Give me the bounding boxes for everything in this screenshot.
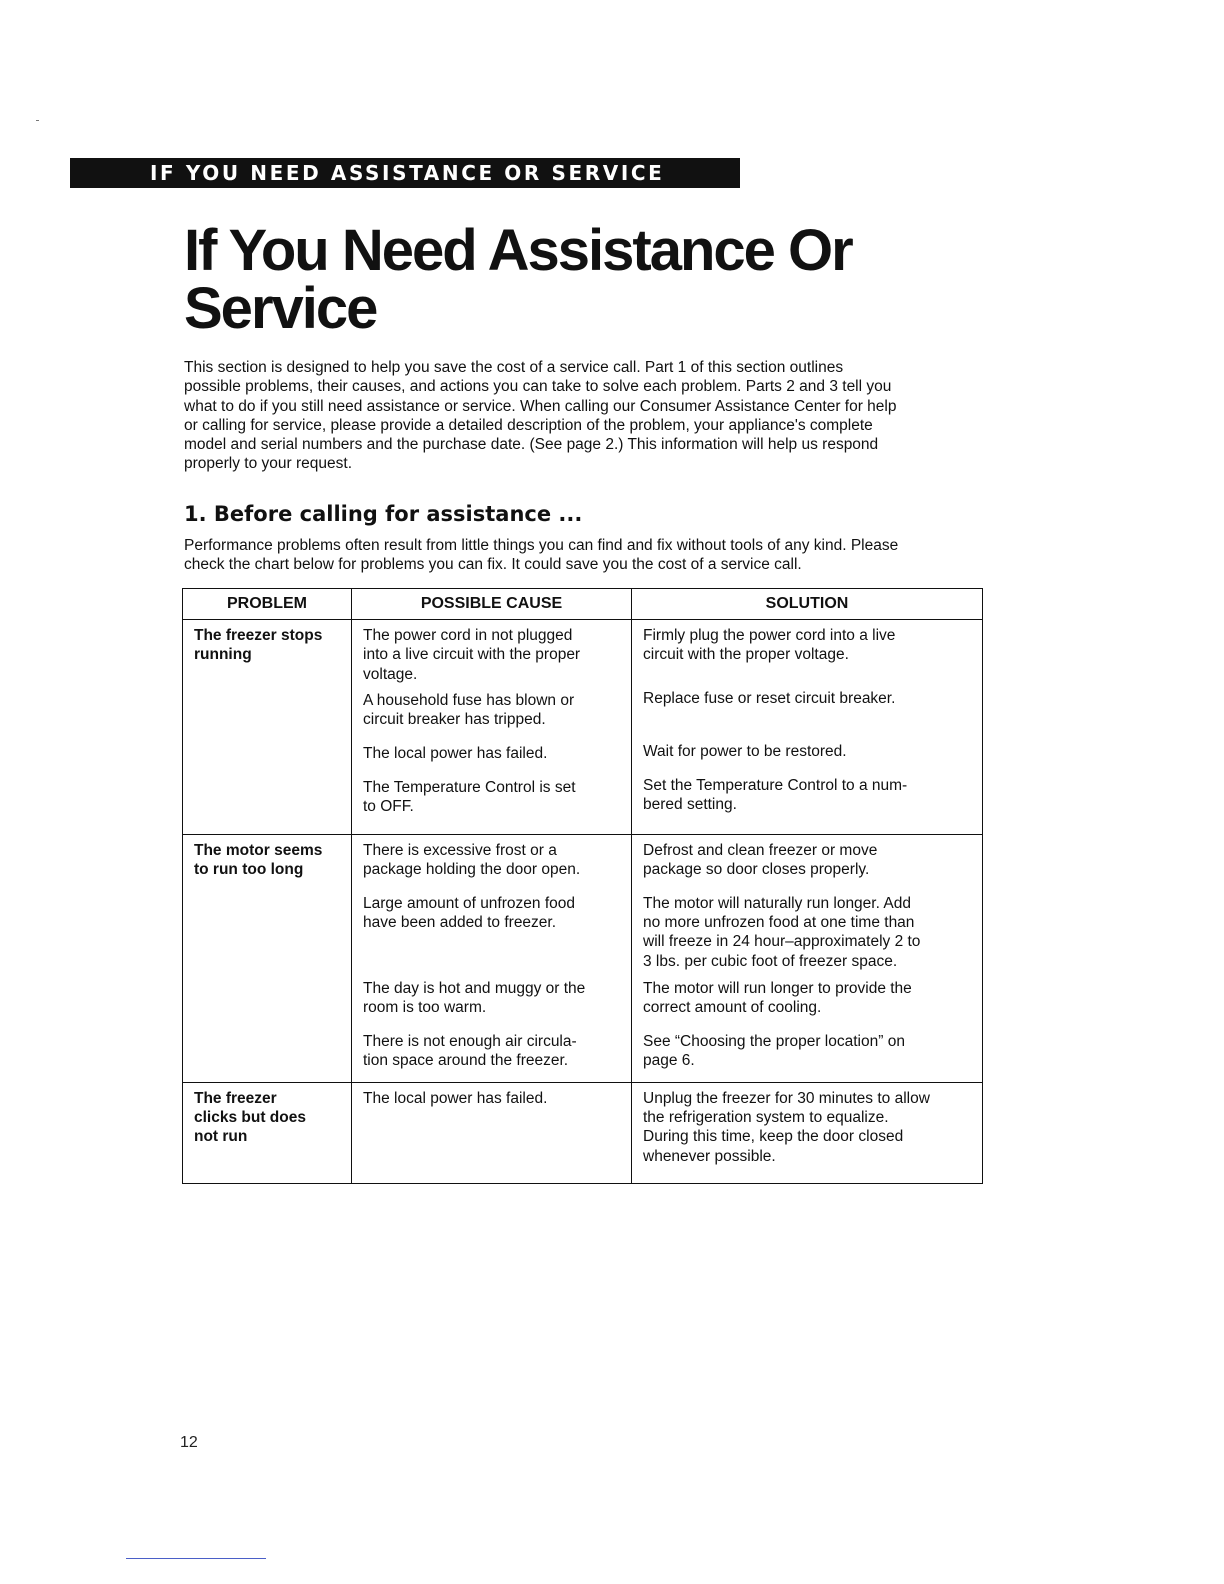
table-row (183, 1082, 983, 1183)
solution-line: Set the Temperature Control to a num- (643, 777, 908, 794)
page-title-line-2: Service (184, 276, 377, 341)
cause-item (363, 691, 621, 737)
cause-line: have been added to freezer. (363, 914, 557, 932)
solution-line: The motor will naturally run longer. Add (643, 894, 911, 912)
cause-line: The local power has failed. (363, 1089, 548, 1107)
cause-line: There is not enough air circula- (363, 1032, 577, 1050)
intro-line: or calling for service, please provide a detailed description of the problem, your appliance's complete (184, 416, 873, 434)
solution-item (643, 742, 972, 769)
intro-paragraph (184, 358, 989, 474)
cause-line: package holding the door open. (363, 861, 581, 879)
page-title-line-1: If You Need Assistance Or (184, 218, 852, 283)
cause-line: to OFF. (363, 798, 414, 816)
problem-cell (183, 620, 352, 835)
intro-line: what to do if you still need assistance or service. When calling our Consumer Assistance Center for help (184, 397, 897, 415)
troubleshooting-table (182, 588, 983, 1184)
solution-line: the refrigeration system to equalize. (643, 1109, 889, 1127)
cause-item (363, 841, 621, 887)
solution-cell (632, 834, 983, 1082)
cause-cell (352, 1082, 632, 1183)
solution-line: The motor will run longer to provide the (643, 979, 912, 997)
cause-line: The local power has failed. (363, 744, 548, 762)
intro-line: possible problems, their causes, and actions you can take to solve each problem. Parts 2 and 3 tell you (184, 378, 892, 396)
solution-line: will freeze in 24 hour–approximately 2 to (643, 933, 921, 951)
solution-item (643, 1089, 972, 1173)
solution-line: Unplug the freezer for 30 minutes to allow (643, 1089, 930, 1107)
intro-line: model and serial numbers and the purchase date. (See page 2.) This information will help us respond (184, 436, 879, 454)
solution-line: Firmly plug the power cord into a live (643, 627, 896, 644)
table-row (183, 620, 983, 835)
cause-item (363, 744, 621, 771)
column-header-solution: SOLUTION (632, 589, 983, 620)
solution-item (643, 979, 972, 1025)
solution-line: Replace fuse or reset circuit breaker. (643, 690, 896, 707)
solution-line: Defrost and clean freezer or move (643, 841, 878, 859)
solution-line: See “Choosing the proper location” on (643, 1032, 905, 1050)
column-header-cause: POSSIBLE CAUSE (352, 589, 632, 620)
solution-line: whenever possible. (643, 1147, 776, 1165)
cause-item (363, 894, 621, 972)
solution-line: 3 lbs. per cubic foot of freezer space. (643, 952, 898, 970)
solution-item (643, 841, 972, 887)
cause-line: tion space around the freezer. (363, 1052, 569, 1070)
column-header-problem: PROBLEM (183, 589, 352, 620)
section-intro (184, 536, 994, 575)
cause-item (363, 979, 621, 1025)
cause-cell (352, 834, 632, 1082)
solution-line: circuit with the proper voltage. (643, 646, 849, 664)
cause-line: Large amount of unfrozen food (363, 894, 575, 912)
cause-line: voltage. (363, 665, 418, 683)
problem-line: The freezer stops (194, 627, 323, 644)
cause-item (363, 1089, 621, 1173)
solution-item (643, 626, 972, 682)
page-number: 12 (180, 1434, 198, 1451)
solution-item (643, 689, 972, 735)
intro-line: properly to your request. (184, 455, 353, 473)
problem-line: The freezer (194, 1089, 277, 1107)
cause-line: room is too warm. (363, 999, 487, 1017)
solution-line: page 6. (643, 1052, 695, 1070)
cause-item (363, 1032, 621, 1072)
problem-line: to run too long (194, 861, 304, 879)
cause-item (363, 778, 621, 824)
table-body (183, 620, 983, 1184)
section-intro-line: check the chart below for problems you can fix. It could save you the cost of a service call. (184, 556, 802, 574)
table-row (183, 834, 983, 1082)
cause-line: The day is hot and muggy or the (363, 979, 586, 997)
solution-line: correct amount of cooling. (643, 999, 822, 1017)
problem-line: The motor seems (194, 841, 323, 859)
solution-line: Wait for power to be restored. (643, 743, 847, 760)
cause-cell (352, 620, 632, 835)
solution-item (643, 1032, 972, 1072)
cause-line: A household fuse has blown or (363, 691, 575, 709)
problem-cell (183, 834, 352, 1082)
page-title (184, 218, 1084, 341)
problem-line: running (194, 646, 252, 664)
cause-line: The Temperature Control is set (363, 778, 576, 796)
table-header-row (183, 589, 983, 620)
cause-line: The power cord in not plugged (363, 627, 573, 644)
footer-rule (126, 1558, 266, 1559)
section-banner: IF YOU NEED ASSISTANCE OR SERVICE (70, 158, 740, 188)
intro-line: This section is designed to help you save the cost of a service call. Part 1 of this section outlines (184, 359, 844, 376)
problem-cell (183, 1082, 352, 1183)
problem-line: clicks but does (194, 1109, 306, 1127)
solution-cell (632, 1082, 983, 1183)
solution-item (643, 894, 972, 972)
solution-line: no more unfrozen food at one time than (643, 914, 915, 932)
scan-speck (36, 120, 39, 121)
solution-item (643, 776, 972, 822)
section-intro-line: Performance problems often result from little things you can find and fix without tools of any kind. Please (184, 537, 899, 554)
solution-line: bered setting. (643, 796, 737, 814)
problem-line: not run (194, 1128, 248, 1146)
cause-line: into a live circuit with the proper (363, 646, 581, 664)
solution-line: package so door closes properly. (643, 861, 870, 879)
solution-line: During this time, keep the door closed (643, 1128, 904, 1146)
section-heading: 1. Before calling for assistance ... (184, 502, 583, 526)
cause-line: There is excessive frost or a (363, 841, 557, 859)
cause-line: circuit breaker has tripped. (363, 711, 546, 729)
solution-cell (632, 620, 983, 835)
cause-item (363, 626, 621, 684)
